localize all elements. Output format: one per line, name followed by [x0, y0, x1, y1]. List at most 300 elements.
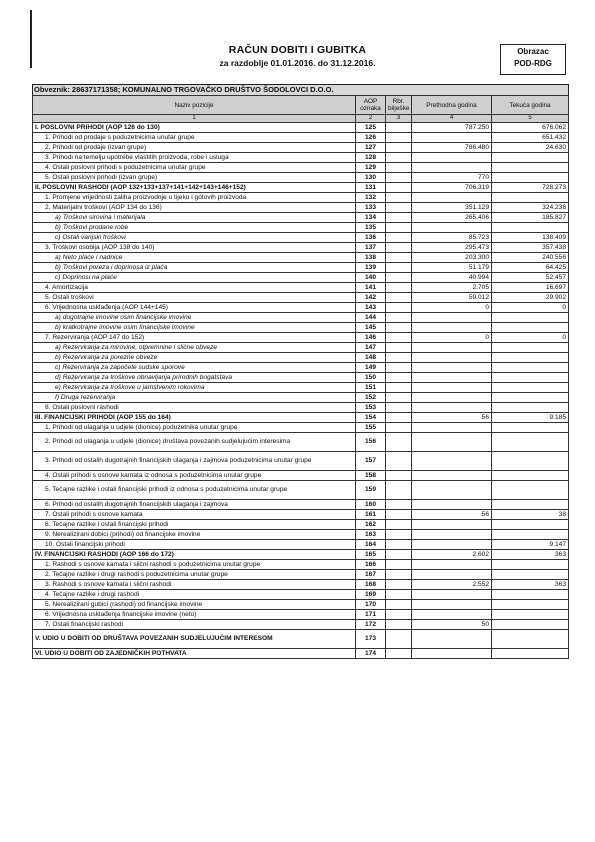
row-previous-year: 706.319	[412, 183, 492, 193]
row-aop: 147	[356, 343, 386, 353]
row-label: 1. Prihodi od ulaganja u udjele (dionice) poduzetnika unutar grupe	[33, 423, 356, 433]
row-aop: 168	[356, 580, 386, 590]
row-label: 4. Ostali poslovni prihodi s poduzetnicima unutar grupe	[33, 163, 356, 173]
table-row	[33, 353, 569, 363]
row-note	[386, 223, 412, 233]
row-current-year	[492, 153, 569, 163]
row-previous-year: 787.250	[412, 123, 492, 133]
row-aop: 141	[356, 283, 386, 293]
row-label: 9. Nerealizirani dobici (prihodi) od financijske imovine	[33, 530, 356, 540]
row-note	[386, 183, 412, 193]
table-row	[33, 550, 569, 560]
row-previous-year	[412, 540, 492, 550]
row-previous-year: 295.473	[412, 243, 492, 253]
row-aop: 152	[356, 393, 386, 403]
table-row	[33, 471, 569, 481]
row-aop: 127	[356, 143, 386, 153]
row-current-year	[492, 471, 569, 481]
row-note	[386, 313, 412, 323]
row-aop: 153	[356, 403, 386, 413]
row-label: 6. Vrijednosna usklađenja (AOP 144+145)	[33, 303, 356, 313]
row-previous-year: 2.705	[412, 283, 492, 293]
row-aop: 148	[356, 353, 386, 363]
table-row	[33, 213, 569, 223]
row-label: 7. Ostali financijski rashodi	[33, 620, 356, 630]
row-label: f) Druga rezerviranja	[33, 393, 356, 403]
row-label: b) kratkotrajne imovine osim financijske imovine	[33, 323, 356, 333]
row-previous-year	[412, 610, 492, 620]
col-number: 1	[33, 115, 356, 123]
row-previous-year	[412, 630, 492, 649]
table-row	[33, 143, 569, 153]
table-body	[33, 123, 569, 659]
col-number: 2	[356, 115, 386, 123]
row-note	[386, 243, 412, 253]
row-aop: 173	[356, 630, 386, 649]
row-previous-year	[412, 500, 492, 510]
row-current-year: 363	[492, 550, 569, 560]
row-note	[386, 570, 412, 580]
row-current-year: 357.438	[492, 243, 569, 253]
table-row	[33, 243, 569, 253]
table-row	[33, 283, 569, 293]
form-code-box	[500, 44, 566, 75]
row-aop: 150	[356, 373, 386, 383]
row-previous-year	[412, 323, 492, 333]
row-previous-year	[412, 133, 492, 143]
table-row	[33, 223, 569, 233]
table-row	[33, 263, 569, 273]
row-note	[386, 133, 412, 143]
row-note	[386, 560, 412, 570]
row-note	[386, 213, 412, 223]
row-current-year: 9.147	[492, 540, 569, 550]
table-row	[33, 510, 569, 520]
row-previous-year	[412, 530, 492, 540]
row-previous-year: 56	[412, 413, 492, 423]
row-previous-year	[412, 393, 492, 403]
row-current-year: 16.697	[492, 283, 569, 293]
row-current-year	[492, 620, 569, 630]
row-previous-year	[412, 193, 492, 203]
row-aop: 170	[356, 600, 386, 610]
row-note	[386, 580, 412, 590]
row-current-year	[492, 600, 569, 610]
row-current-year	[492, 313, 569, 323]
row-note	[386, 153, 412, 163]
row-previous-year	[412, 590, 492, 600]
row-aop: 136	[356, 233, 386, 243]
row-previous-year	[412, 452, 492, 471]
row-label: 5. Nerealizirani gubici (rashodi) od financijske imovine	[33, 600, 356, 610]
row-aop: 139	[356, 263, 386, 273]
row-current-year	[492, 610, 569, 620]
row-current-year: 64.425	[492, 263, 569, 273]
row-label: 8. Ostali poslovni rashodi	[33, 403, 356, 413]
table-row	[33, 323, 569, 333]
row-current-year	[492, 570, 569, 580]
row-aop: 162	[356, 520, 386, 530]
row-label: c) Doprinosi na plaće	[33, 273, 356, 283]
row-current-year	[492, 403, 569, 413]
row-label: a) dugotrajne imovine osim financijske imovine	[33, 313, 356, 323]
table-row	[33, 630, 569, 649]
row-label: 1. Prihodi od prodaje s poduzetnicima unutar grupe	[33, 133, 356, 143]
row-current-year	[492, 363, 569, 373]
row-note	[386, 620, 412, 630]
row-previous-year	[412, 383, 492, 393]
table-row	[33, 133, 569, 143]
row-label: 2. Tečajne razlike i drugi rashodi s poduzetnicima unutar grupe	[33, 570, 356, 580]
row-previous-year: 770	[412, 173, 492, 183]
row-previous-year	[412, 153, 492, 163]
row-note	[386, 143, 412, 153]
row-note	[386, 273, 412, 283]
row-note	[386, 363, 412, 373]
row-note	[386, 500, 412, 510]
row-note	[386, 413, 412, 423]
row-previous-year	[412, 433, 492, 452]
col-header-position: Naziv pozicije	[33, 96, 356, 115]
col-number: 4	[412, 115, 492, 123]
row-previous-year	[412, 600, 492, 610]
row-previous-year	[412, 570, 492, 580]
row-note	[386, 323, 412, 333]
row-note	[386, 510, 412, 520]
table-row	[33, 193, 569, 203]
row-previous-year: 59.012	[412, 293, 492, 303]
row-current-year: 728.273	[492, 183, 569, 193]
col-header-current-year: Tekuća godina	[492, 96, 569, 115]
row-current-year	[492, 373, 569, 383]
row-previous-year	[412, 403, 492, 413]
row-current-year: 0	[492, 333, 569, 343]
row-label: a) Neto plaće i nadnice	[33, 253, 356, 263]
row-label: 4. Ostali prihodi s osnove kamata iz odnosa s poduzetnicima unutar grupe	[33, 471, 356, 481]
row-aop: 174	[356, 649, 386, 659]
table-row	[33, 163, 569, 173]
row-note	[386, 530, 412, 540]
row-note	[386, 353, 412, 363]
table-row	[33, 173, 569, 183]
row-aop: 142	[356, 293, 386, 303]
row-label: IV. FINANCIJSKI RASHODI (AOP 166 do 172)	[33, 550, 356, 560]
row-label: 1. Promjene vrijednosti zaliha proizvodnje u tijeku i gotovih proizvoda	[33, 193, 356, 203]
row-aop: 144	[356, 313, 386, 323]
table-row	[33, 233, 569, 243]
row-note	[386, 452, 412, 471]
row-previous-year: 2.552	[412, 580, 492, 590]
row-note	[386, 393, 412, 403]
row-aop: 151	[356, 383, 386, 393]
row-note	[386, 373, 412, 383]
row-aop: 158	[356, 471, 386, 481]
table-row	[33, 203, 569, 213]
row-aop: 137	[356, 243, 386, 253]
row-current-year	[492, 630, 569, 649]
row-current-year: 363	[492, 580, 569, 590]
row-label: c) Ostali vanjski troškovi	[33, 233, 356, 243]
document-title: RAČUN DOBITI I GUBITKA	[228, 44, 367, 56]
row-aop: 171	[356, 610, 386, 620]
table-row	[33, 403, 569, 413]
row-current-year	[492, 173, 569, 183]
row-current-year: 24.630	[492, 143, 569, 153]
row-current-year: 9.185	[492, 413, 569, 423]
row-current-year: 52.457	[492, 273, 569, 283]
row-note	[386, 233, 412, 243]
row-label: d) Rezerviranja za troškove obnavljanja prirodnih bogatstava	[33, 373, 356, 383]
row-current-year	[492, 353, 569, 363]
row-aop: 172	[356, 620, 386, 630]
row-note	[386, 173, 412, 183]
row-note	[386, 550, 412, 560]
col-number: 3	[386, 115, 412, 123]
row-note	[386, 303, 412, 313]
row-current-year	[492, 500, 569, 510]
table-row	[33, 649, 569, 659]
table-row	[33, 303, 569, 313]
row-current-year	[492, 393, 569, 403]
table-row	[33, 363, 569, 373]
row-aop: 160	[356, 500, 386, 510]
row-previous-year	[412, 423, 492, 433]
row-previous-year	[412, 481, 492, 500]
row-aop: 131	[356, 183, 386, 193]
row-current-year: 324.236	[492, 203, 569, 213]
row-current-year	[492, 452, 569, 471]
table-row	[33, 620, 569, 630]
col-header-previous-year: Prethodna godina	[412, 96, 492, 115]
row-previous-year: 203.300	[412, 253, 492, 263]
row-label: 1. Rashodi s osnove kamata i slični rashodi s poduzetnicima unutar grupe	[33, 560, 356, 570]
row-label: 5. Ostali poslovni prihodi (izvan grupe)	[33, 173, 356, 183]
table-row	[33, 481, 569, 500]
row-current-year: 651.432	[492, 133, 569, 143]
row-note	[386, 263, 412, 273]
row-previous-year: 351.129	[412, 203, 492, 213]
row-note	[386, 423, 412, 433]
row-label: 5. Tečajne razlike i ostali financijski prihodi iz odnosa s poduzetnicima unutar grupe	[33, 481, 356, 500]
row-aop: 128	[356, 153, 386, 163]
row-current-year	[492, 423, 569, 433]
row-previous-year	[412, 363, 492, 373]
table-row	[33, 610, 569, 620]
row-current-year: 138.409	[492, 233, 569, 243]
row-label: b) Troškovi poreza i doprinosa iz plaća	[33, 263, 356, 273]
row-label: e) Rezerviranja za troškove u jamstvenim rokovima	[33, 383, 356, 393]
row-note	[386, 403, 412, 413]
row-note	[386, 590, 412, 600]
row-label: I. POSLOVNI PRIHODI (AOP 126 do 130)	[33, 123, 356, 133]
row-note	[386, 163, 412, 173]
table-row	[33, 333, 569, 343]
row-label: II. POSLOVNI RASHODI (AOP 132+133+137+141+142+143+146+152)	[33, 183, 356, 193]
row-aop: 140	[356, 273, 386, 283]
row-current-year: 240.556	[492, 253, 569, 263]
row-label: 2. Prihodi od prodaje (izvan grupe)	[33, 143, 356, 153]
row-aop: 155	[356, 423, 386, 433]
row-previous-year	[412, 373, 492, 383]
row-label: 3. Rashodi s osnove kamata i slični rashodi	[33, 580, 356, 590]
row-aop: 145	[356, 323, 386, 333]
table-row	[33, 343, 569, 353]
table-row	[33, 580, 569, 590]
row-current-year	[492, 530, 569, 540]
row-current-year: 185.827	[492, 213, 569, 223]
row-label: VI. UDIO U DOBITI OD ZAJEDNIČKIH POTHVATA	[33, 649, 356, 659]
row-label: b) Troškovi prodane robe	[33, 223, 356, 233]
row-current-year	[492, 343, 569, 353]
table-row	[33, 540, 569, 550]
row-aop: 129	[356, 163, 386, 173]
row-label: 7. Ostali prihodi s osnove kamata	[33, 510, 356, 520]
table-row	[33, 123, 569, 133]
row-previous-year	[412, 353, 492, 363]
col-header-note: Rbr. bilješke	[386, 96, 412, 115]
row-note	[386, 481, 412, 500]
row-aop: 166	[356, 560, 386, 570]
table-row	[33, 183, 569, 193]
row-note	[386, 433, 412, 452]
row-label: 10. Ostali financijski prihodi	[33, 540, 356, 550]
col-header-aop: AOP oznaka	[356, 96, 386, 115]
row-aop: 135	[356, 223, 386, 233]
row-previous-year	[412, 313, 492, 323]
row-current-year	[492, 223, 569, 233]
row-current-year	[492, 560, 569, 570]
row-current-year	[492, 520, 569, 530]
row-note	[386, 540, 412, 550]
row-previous-year	[412, 223, 492, 233]
row-aop: 149	[356, 363, 386, 373]
row-note	[386, 610, 412, 620]
row-aop: 154	[356, 413, 386, 423]
table-row	[33, 560, 569, 570]
table-row	[33, 273, 569, 283]
row-label: 6. Vrijednosna usklađenja financijske imovine (neto)	[33, 610, 356, 620]
row-note	[386, 343, 412, 353]
row-aop: 161	[356, 510, 386, 520]
table-row	[33, 520, 569, 530]
row-previous-year: 50	[412, 620, 492, 630]
row-label: 4. Tečajne razlike i drugi rashodi	[33, 590, 356, 600]
income-statement-table	[32, 95, 569, 659]
table-row	[33, 433, 569, 452]
row-previous-year	[412, 649, 492, 659]
reporting-period: za razdoblje 01.01.2016. do 31.12.2016.	[219, 58, 376, 68]
table-row	[33, 153, 569, 163]
row-note	[386, 333, 412, 343]
row-current-year: 676.062	[492, 123, 569, 133]
table-row	[33, 600, 569, 610]
row-previous-year: 786.480	[412, 143, 492, 153]
table-row	[33, 293, 569, 303]
row-previous-year	[412, 560, 492, 570]
row-previous-year	[412, 343, 492, 353]
row-label: b) Rezerviranja za porezne obveze	[33, 353, 356, 363]
row-note	[386, 283, 412, 293]
row-label: V. UDIO U DOBITI OD DRUŠTAVA POVEZANIH SUDJELUJUĆIM INTERESOM	[33, 630, 356, 649]
row-current-year: 38	[492, 510, 569, 520]
row-label: 3. Troškovi osoblja (AOP 138 do 140)	[33, 243, 356, 253]
row-aop: 165	[356, 550, 386, 560]
row-note	[386, 253, 412, 263]
row-aop: 138	[356, 253, 386, 263]
row-current-year: 0	[492, 303, 569, 313]
row-previous-year	[412, 520, 492, 530]
row-note	[386, 193, 412, 203]
row-current-year: 29.902	[492, 293, 569, 303]
row-note	[386, 630, 412, 649]
row-previous-year	[412, 163, 492, 173]
row-current-year	[492, 481, 569, 500]
row-label: 4. Amortizacija	[33, 283, 356, 293]
row-previous-year: 85.723	[412, 233, 492, 243]
form-label: Obrazac	[517, 47, 549, 56]
row-aop: 156	[356, 433, 386, 452]
row-aop: 163	[356, 530, 386, 540]
row-aop: 132	[356, 193, 386, 203]
row-label: III. FINANCIJSKI PRIHODI (AOP 155 do 164)	[33, 413, 356, 423]
row-previous-year	[412, 471, 492, 481]
table-row	[33, 590, 569, 600]
row-aop: 167	[356, 570, 386, 580]
row-label: 5. Ostali troškovi	[33, 293, 356, 303]
table-row	[33, 413, 569, 423]
form-code: POD-RDG	[514, 59, 552, 68]
row-label: a) Troškovi sirovina i materijala	[33, 213, 356, 223]
row-previous-year: 51.179	[412, 263, 492, 273]
row-current-year	[492, 383, 569, 393]
taxpayer-line: Obveznik: 28637171358; KOMUNALNO TRGOVAČKO DRUŠTVO ŠODOLOVCI D.O.O.	[32, 84, 569, 95]
row-label: 7. Rezerviranja (AOP 147 do 152)	[33, 333, 356, 343]
row-note	[386, 520, 412, 530]
table-row	[33, 253, 569, 263]
row-label: a) Rezerviranja za mirovine, otpremnine i slične obveze	[33, 343, 356, 353]
row-note	[386, 649, 412, 659]
row-previous-year: 56	[412, 510, 492, 520]
row-label: 8. Tečajne razlike i ostali financijski prihodi	[33, 520, 356, 530]
row-label: 6. Prihodi od ostalih dugotrajnih financijskih ulaganja i zajmova	[33, 500, 356, 510]
row-note	[386, 383, 412, 393]
row-note	[386, 600, 412, 610]
row-current-year	[492, 163, 569, 173]
row-aop: 133	[356, 203, 386, 213]
table-row	[33, 373, 569, 383]
row-aop: 146	[356, 333, 386, 343]
row-previous-year: 0	[412, 333, 492, 343]
row-aop: 134	[356, 213, 386, 223]
row-note	[386, 123, 412, 133]
row-aop: 143	[356, 303, 386, 313]
row-note	[386, 293, 412, 303]
row-aop: 125	[356, 123, 386, 133]
table-row	[33, 423, 569, 433]
table-row	[33, 313, 569, 323]
row-previous-year: 40.994	[412, 273, 492, 283]
row-note	[386, 203, 412, 213]
row-aop: 169	[356, 590, 386, 600]
table-row	[33, 383, 569, 393]
row-label: 3. Prihodi na temelju upotrebe vlastitih proizvoda, robe i usluga	[33, 153, 356, 163]
row-label: 3. Prihodi od ostalih dugotrajnih financijskih ulaganja i zajmova poduzetnicima unutar grupe	[33, 452, 356, 471]
row-current-year	[492, 649, 569, 659]
row-note	[386, 471, 412, 481]
row-aop: 130	[356, 173, 386, 183]
table-row	[33, 530, 569, 540]
row-current-year	[492, 323, 569, 333]
